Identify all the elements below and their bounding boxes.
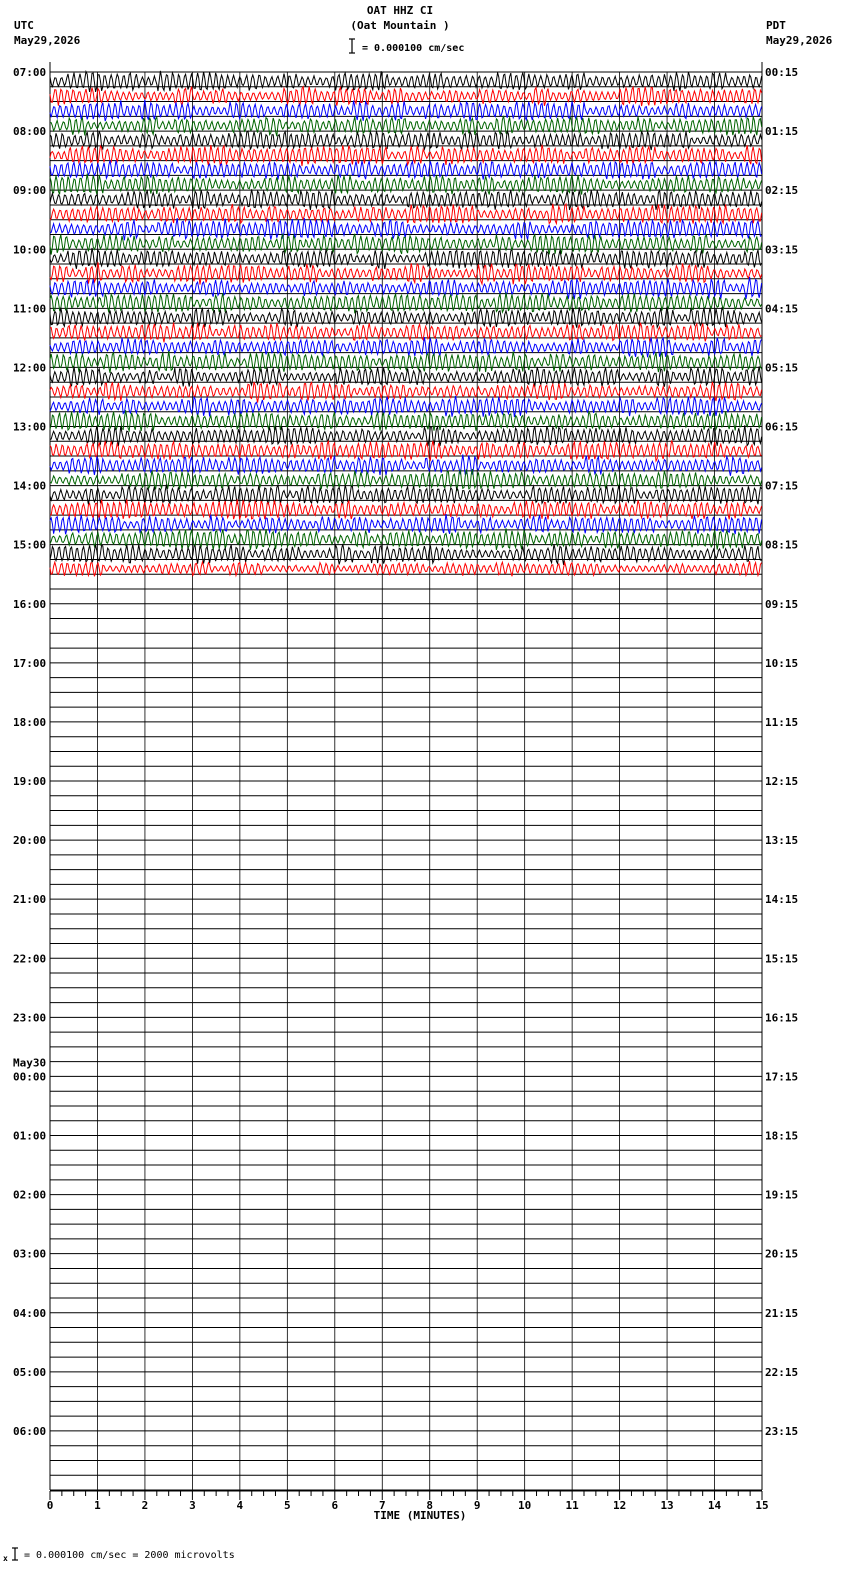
pdt-hour-label: 20:15 xyxy=(765,1247,799,1261)
trace-row-1 xyxy=(50,87,762,107)
x-tick-label: 13 xyxy=(660,1499,674,1512)
x-tick-label: 7 xyxy=(378,1499,386,1512)
x-tick-label: 9 xyxy=(473,1499,481,1512)
utc-hour-label: 13:00 xyxy=(13,420,47,434)
utc-hour-label: 16:00 xyxy=(13,597,47,611)
utc-hour-label: 02:00 xyxy=(13,1188,47,1202)
x-tick-label: 4 xyxy=(236,1499,244,1512)
trace-row-9 xyxy=(50,204,762,224)
pdt-hour-label: 06:15 xyxy=(765,420,799,434)
utc-hour-label: 01:00 xyxy=(13,1129,47,1143)
trace-row-32 xyxy=(50,544,762,565)
pdt-hour-label: 10:15 xyxy=(765,656,799,670)
pdt-hour-label: 09:15 xyxy=(765,597,799,611)
x-tick-label: 5 xyxy=(284,1499,291,1512)
trace-row-28 xyxy=(50,485,762,505)
pdt-hour-label: 11:15 xyxy=(765,715,799,729)
trace-row-24 xyxy=(50,425,762,446)
trace-row-10 xyxy=(50,218,762,240)
pdt-hour-label: 21:15 xyxy=(765,1306,799,1320)
trace-row-18 xyxy=(50,337,762,357)
trace-row-16 xyxy=(50,307,762,328)
x-tick-label: 8 xyxy=(426,1499,434,1512)
trace-row-29 xyxy=(50,500,762,520)
station-location: (Oat Mountain ) xyxy=(350,19,450,32)
trace-row-19 xyxy=(50,351,762,373)
pdt-hour-label: 04:15 xyxy=(765,302,799,316)
x-tick-label: 15 xyxy=(755,1499,769,1512)
pdt-hour-label: 22:15 xyxy=(765,1365,799,1379)
trace-row-5 xyxy=(50,145,762,166)
utc-hour-label: 21:00 xyxy=(13,893,47,907)
x-tick-label: 12 xyxy=(612,1499,627,1512)
pdt-hour-label: 03:15 xyxy=(765,243,799,257)
pdt-hour-label: 05:15 xyxy=(765,361,799,375)
utc-hour-label: 03:00 xyxy=(13,1247,47,1261)
trace-row-23 xyxy=(50,410,762,431)
utc-hour-label: 11:00 xyxy=(13,302,47,316)
trace-row-22 xyxy=(50,396,762,417)
trace-row-17 xyxy=(50,323,762,344)
pdt-hour-label: 00:15 xyxy=(765,66,799,79)
utc-label: UTC xyxy=(14,19,34,32)
x-tick-label: 11 xyxy=(565,1499,579,1512)
utc-hour-label: 14:00 xyxy=(13,479,47,493)
utc-hour-label: 07:00 xyxy=(13,66,47,79)
utc-hour-label: 15:00 xyxy=(13,538,47,552)
utc-hour-label: 12:00 xyxy=(13,361,47,375)
x-axis-title: TIME (MINUTES) xyxy=(373,1509,467,1522)
trace-row-15 xyxy=(50,293,762,314)
trace-row-31 xyxy=(50,528,762,550)
utc-hour-label: 00:00 xyxy=(13,1070,47,1084)
utc-hour-label: 08:00 xyxy=(13,125,47,139)
scale-label: = 0.000100 cm/sec xyxy=(362,43,465,54)
utc-hour-label: 20:00 xyxy=(13,834,47,848)
pdt-label: PDT xyxy=(766,19,786,32)
x-tick-label: 2 xyxy=(141,1499,149,1512)
footer-scale-note: = 0.000100 cm/sec = 2000 microvolts xyxy=(24,1550,235,1561)
trace-row-27 xyxy=(50,469,762,491)
date-change-label: May30 xyxy=(13,1056,47,1070)
x-tick-label: 6 xyxy=(331,1499,339,1512)
pdt-date: May29,2026 xyxy=(766,34,833,47)
trace-row-0 xyxy=(50,71,762,92)
x-tick-label: 1 xyxy=(94,1499,101,1512)
pdt-hour-label: 12:15 xyxy=(765,775,799,788)
x-tick-label: 14 xyxy=(707,1499,722,1512)
utc-hour-label: 04:00 xyxy=(13,1306,47,1320)
pdt-hour-label: 14:15 xyxy=(765,893,799,907)
x-tick-label: 10 xyxy=(518,1499,532,1512)
trace-row-6 xyxy=(50,160,762,179)
pdt-hour-label: 13:15 xyxy=(765,834,799,848)
pdt-hour-label: 19:15 xyxy=(765,1188,799,1202)
utc-hour-label: 23:00 xyxy=(13,1011,47,1025)
pdt-hour-label: 15:15 xyxy=(765,952,799,966)
utc-hour-label: 22:00 xyxy=(13,952,47,966)
utc-hour-label: 10:00 xyxy=(13,243,47,257)
x-tick-label: 3 xyxy=(189,1499,196,1512)
trace-row-25 xyxy=(50,440,762,461)
utc-hour-label: 18:00 xyxy=(13,715,47,729)
pdt-hour-label: 07:15 xyxy=(765,479,799,493)
pdt-hour-label: 23:15 xyxy=(765,1424,799,1438)
trace-row-12 xyxy=(50,248,762,269)
utc-date: May29,2026 xyxy=(14,34,81,47)
utc-hour-label: 05:00 xyxy=(13,1365,47,1379)
pdt-hour-label: 16:15 xyxy=(765,1011,799,1025)
trace-row-30 xyxy=(50,514,762,534)
footer-marker: x xyxy=(3,1554,8,1563)
station-title: OAT HHZ CI xyxy=(366,4,434,17)
utc-hour-label: 19:00 xyxy=(13,775,47,788)
utc-hour-label: 17:00 xyxy=(13,656,47,670)
utc-hour-label: 09:00 xyxy=(13,184,47,198)
utc-hour-label: 06:00 xyxy=(13,1424,47,1438)
pdt-hour-label: 01:15 xyxy=(765,125,799,139)
pdt-hour-label: 17:15 xyxy=(765,1070,799,1084)
pdt-hour-label: 18:15 xyxy=(765,1129,799,1143)
x-tick-label: 0 xyxy=(46,1499,54,1512)
pdt-hour-label: 08:15 xyxy=(765,538,799,552)
pdt-hour-label: 02:15 xyxy=(765,184,799,198)
